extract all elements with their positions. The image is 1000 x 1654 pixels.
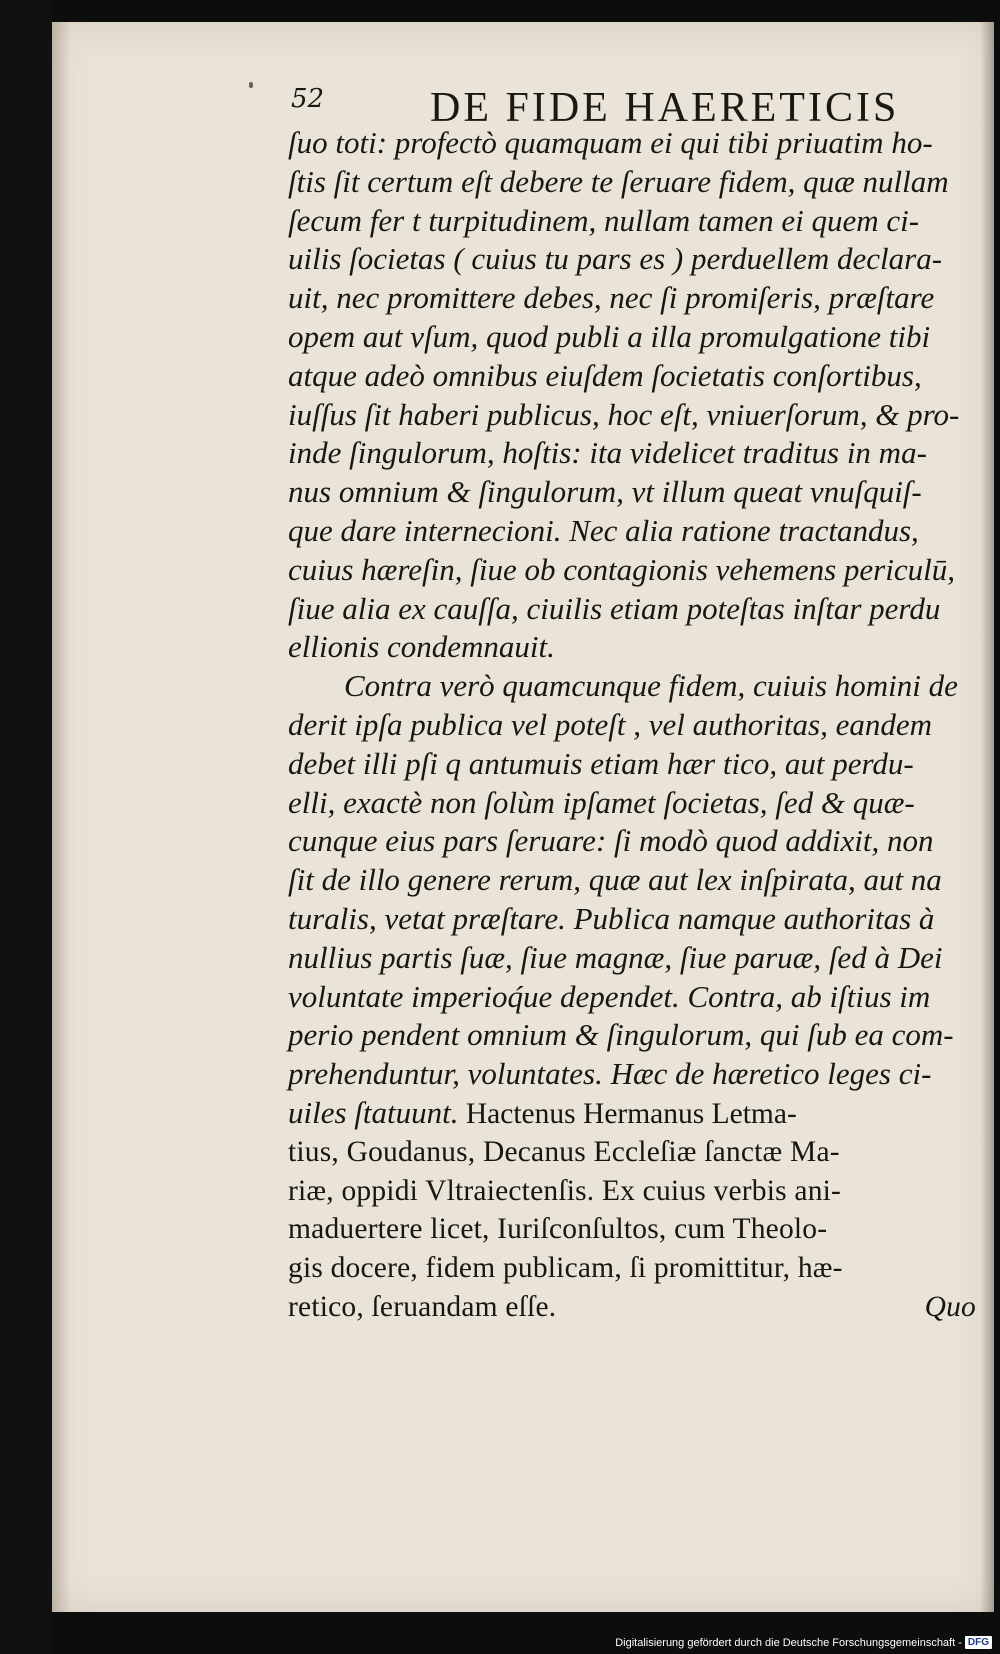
text-line: opem aut vſum, quod publi a illa promulgatione tibi: [288, 318, 931, 354]
last-text-line: [288, 1288, 976, 1327]
running-title: DE FIDE HAERETICIS: [430, 85, 900, 131]
text-line: ſtis ſit certum eſt debere te ſeruare fidem, quæ nullam: [288, 163, 949, 199]
text-line: uilis ſocietas ( cuius tu pars es ) perduellem declara-: [288, 241, 943, 277]
text-line: ſit de illo genere rerum, quæ aut lex inſpirata, aut na: [288, 862, 942, 898]
text-line: prehenduntur, voluntates. Hæc de hæretico leges ci-: [288, 1056, 932, 1092]
credit-text: Digitalisierung gefördert durch die Deutsche Forschungsgemeinschaft -: [615, 1636, 962, 1649]
text-line: maduertere licet, Iuriſconſultos, cum Theolo-: [288, 1213, 828, 1246]
catchword: Quo: [924, 1290, 976, 1323]
dfg-logo: DFG: [965, 1636, 992, 1649]
italic-segment: uiles ſtatuunt.: [288, 1094, 459, 1130]
text-line: riæ, oppidi Vltraiectenſis. Ex cuius verbis ani-: [288, 1174, 842, 1207]
text-line: ellionis condemnauit.: [288, 629, 555, 665]
paragraph-start-line: Contra verò quamcunque fidem, cuiuis homini de: [344, 668, 958, 704]
mixed-text-line: [288, 1094, 976, 1133]
text-line: cunque eius pars ſeruare: ſi modò quod addixit, non: [288, 823, 934, 859]
page-number: 52: [291, 84, 325, 114]
text-line: atque adeò omnibus eiuſdem ſocietatis conſortibus,: [288, 357, 922, 393]
body-text: [288, 124, 976, 1327]
text-line: uit, nec promittere debes, nec ſi promiſeris, præſtare: [288, 280, 935, 316]
page-speck: [249, 82, 253, 88]
text-line: gis docere, fidem publicam, ſi promittitur, hæ-: [288, 1252, 843, 1285]
text-line: perio pendent omnium & ſingulorum, qui ſub ea com-: [288, 1017, 954, 1053]
text-line: debet illi pſi q antumuis etiam hær tico, aut perdu-: [288, 745, 914, 781]
text-line: inde ſingulorum, hoſtis: ita videlicet traditus in ma-: [288, 435, 927, 471]
text-line: cuius hæreſin, ſiue ob contagionis vehemens periculū,: [288, 551, 955, 587]
text-line: ſecum fer t turpitudinem, nullam tamen ei quem ci-: [288, 202, 920, 238]
digitization-credit: [615, 1636, 992, 1649]
text-line: que dare internecioni. Nec alia ratione tractandus,: [288, 512, 919, 548]
text-line: turalis, vetat præſtare. Publica namque authoritas à: [288, 900, 935, 936]
text-line: elli, exactè non ſolùm ipſamet ſocietas, ſed & quæ-: [288, 784, 915, 820]
text-line: ſuo toti: profectò quamquam ei qui tibi priuatim ho-: [288, 125, 933, 160]
text-line: derit ipſa publica vel poteſt , vel authoritas, eandem: [288, 706, 932, 742]
last-line-text: retico, ſeruandam eſſe.: [288, 1290, 557, 1323]
text-line: tius, Goudanus, Decanus Eccleſiæ ſanctæ Ma-: [288, 1135, 840, 1168]
text-line: voluntate imperioq́ue dependet. Contra, ab iſtius im: [288, 978, 931, 1014]
text-line: ſiue alia ex cauſſa, ciuilis etiam poteſtas inſtar perdu: [288, 590, 941, 626]
scan-edge: [0, 0, 52, 1654]
text-line: nullius partis ſuæ, ſiue magnæ, ſiue paruæ, ſed à Dei: [288, 939, 943, 975]
text-line: iuſſus ſit haberi publicus, hoc eſt, vniuerſorum, & pro-: [288, 396, 960, 432]
text-line: nus omnium & ſingulorum, vt illum queat vnuſquiſ-: [288, 474, 922, 510]
roman-segment: Hactenus Hermanus Letma-: [458, 1097, 797, 1130]
